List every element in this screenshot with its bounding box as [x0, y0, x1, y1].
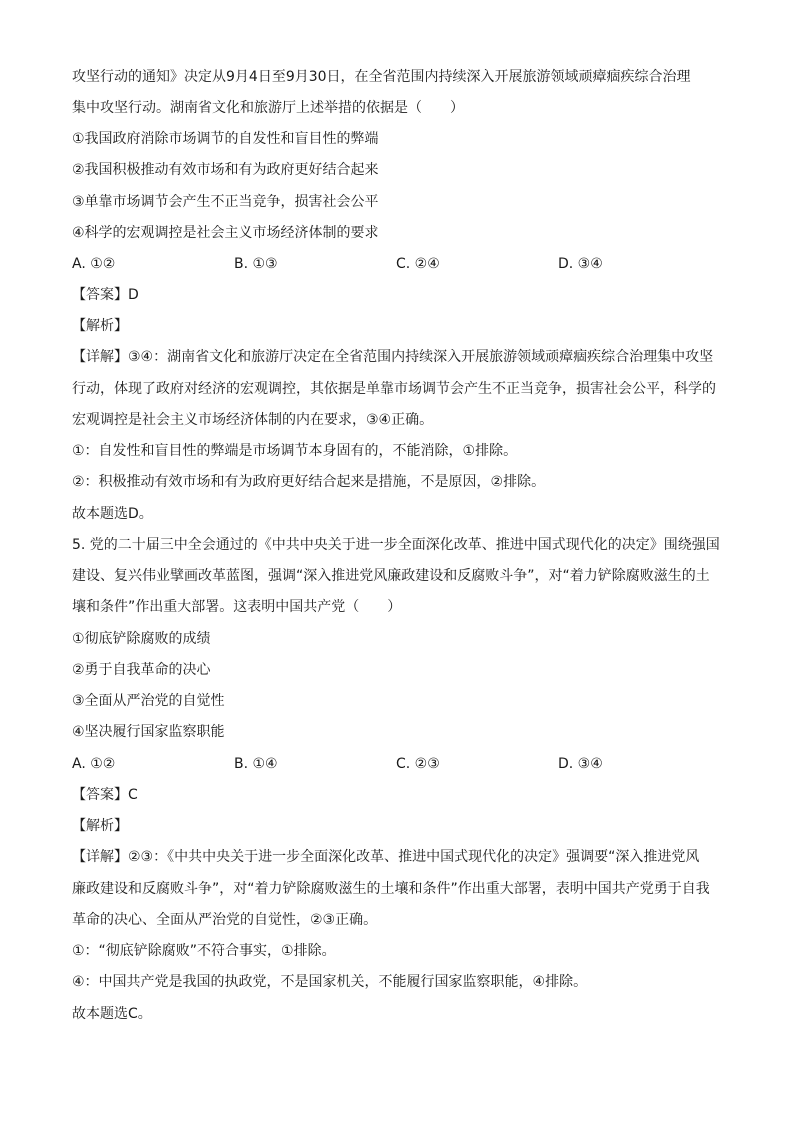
q5-answer: 【答案】C [72, 787, 138, 803]
q4-stem-line: 攻坚行动的通知》决定从9月4日至9月30日，在全省范围内持续深入开展旅游领域顽瘴痼疾综合治理 [72, 69, 691, 85]
q4-option-b: B. ①③ [234, 256, 278, 272]
q5-detail-line: 故本题选C。 [72, 1006, 152, 1022]
q5-stem-line: 壤和条件”作出重大部署。这表明中国共产党（ ） [72, 599, 402, 615]
q4-detail-line: 宏观调控是社会主义市场经济体制的内在要求，③④正确。 [72, 412, 434, 428]
q4-detail-line: ②：积极推动有效市场和有为政府更好结合起来是措施，不是原因，②排除。 [72, 474, 546, 490]
q4-statement: ①我国政府消除市场调节的自发性和盲目性的弊端 [72, 131, 379, 147]
q4-statement: ②我国积极推动有效市场和有为政府更好结合起来 [72, 162, 379, 178]
q4-option-c: C. ②④ [396, 256, 440, 272]
q4-stem-line: 集中攻坚行动。湖南省文化和旅游厅上述举措的依据是（ ） [72, 100, 464, 116]
q4-detail-line: 行动，体现了政府对经济的宏观调控，其依据是单靠市场调节会产生不正当竞争，损害社会公平，科学的 [72, 381, 716, 397]
q4-options [72, 255, 722, 273]
q5-option-b: B. ①④ [234, 756, 278, 772]
q5-detail-line: 廉政建设和反腐败斗争”，对“着力铲除腐败滋生的土壤和条件”作出重大部署，表明中国共产党勇于自我 [72, 881, 710, 897]
q5-detail-line: 【详解】②③：《中共中央关于进一步全面深化改革、推进中国式现代化的决定》强调要“深入推进党风 [72, 849, 700, 865]
q4-option-d: D. ③④ [558, 256, 603, 272]
q5-statement: ①彻底铲除腐败的成绩 [72, 631, 211, 647]
q4-option-a: A. ①② [72, 256, 116, 272]
q5-statement: ③全面从严治党的自觉性 [72, 693, 225, 709]
q4-statement: ④科学的宏观调控是社会主义市场经济体制的要求 [72, 225, 379, 241]
q5-statement: ④坚决履行国家监察职能 [72, 724, 225, 740]
q4-analysis-label: 【解析】 [72, 318, 128, 334]
q5-option-c: C. ②③ [396, 756, 440, 772]
q5-analysis-label: 【解析】 [72, 818, 128, 834]
q5-statement: ②勇于自我革命的决心 [72, 662, 211, 678]
q4-detail-line: ①：自发性和盲目性的弊端是市场调节本身固有的，不能消除，①排除。 [72, 443, 518, 459]
q5-detail-line: ①：“彻底铲除腐败”不符合事实，①排除。 [72, 943, 336, 959]
q5-stem-line: 5. 党的二十届三中全会通过的《中共中央关于进一步全面深化改革、推进中国式现代化的决定》围绕强国 [72, 537, 720, 553]
q5-detail-line: 革命的决心、全面从严治党的自觉性，②③正确。 [72, 912, 378, 928]
q4-detail-line: 故本题选D。 [72, 506, 153, 522]
q5-options [72, 755, 722, 773]
q5-option-a: A. ①② [72, 756, 116, 772]
q5-detail-line: ④：中国共产党是我国的执政党，不是国家机关，不能履行国家监察职能，④排除。 [72, 974, 588, 990]
q5-stem-line: 建设、复兴伟业擘画改革蓝图，强调“深入推进党风廉政建设和反腐败斗争”，对“着力铲除腐败滋生的土 [72, 568, 710, 584]
q5-option-d: D. ③④ [558, 756, 603, 772]
q4-answer: 【答案】D [72, 287, 139, 303]
q4-statement: ③单靠市场调节会产生不正当竞争，损害社会公平 [72, 194, 379, 210]
q4-detail-line: 【详解】③④：湖南省文化和旅游厅决定在全省范围内持续深入开展旅游领域顽瘴痼疾综合治理集中攻坚 [72, 349, 714, 365]
